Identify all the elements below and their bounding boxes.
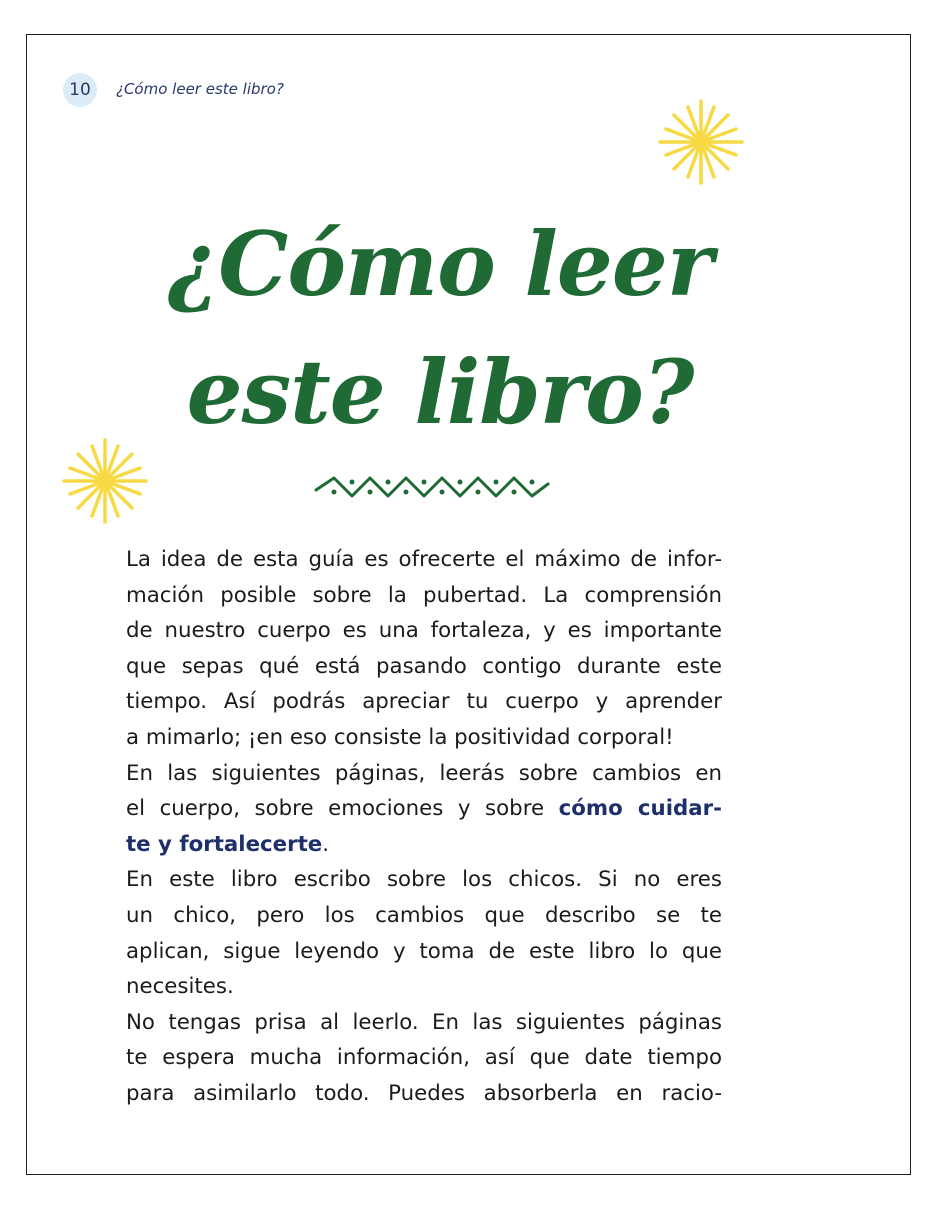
emphasis-text: cómo cuidar- [558, 796, 722, 822]
running-title: ¿Cómo leer este libro? [116, 80, 284, 98]
body-line: te espera mucha información, así que date tiempo [126, 1045, 722, 1071]
body-line: No tengas prisa al leerlo. En las siguientes páginas [126, 1009, 722, 1035]
page-title [160, 200, 720, 456]
star-icon [654, 95, 748, 189]
page-number-badge [63, 73, 97, 107]
page-number: 10 [69, 80, 91, 100]
title-line-2: este libro? [186, 340, 694, 444]
body-line [126, 827, 722, 863]
body-line: En este libro escribo sobre los chicos. Si no eres [126, 867, 722, 893]
body-line [126, 791, 722, 827]
body-line: de nuestro cuerpo es una fortaleza, y es importante [126, 618, 722, 644]
emphasis-text: te y fortalecerte [126, 831, 323, 857]
star-icon [58, 434, 152, 528]
body-line: que sepas qué está pasando contigo durante este [126, 653, 722, 679]
body-line: necesites. [126, 974, 234, 1000]
body-text-run: . [322, 831, 330, 857]
body-line: En las siguientes páginas, leerás sobre cambios en [126, 760, 722, 786]
body-line: para asimilarlo todo. Puedes absorberla en racio- [126, 1080, 722, 1106]
title-line-1: ¿Cómo leer [167, 212, 713, 316]
body-line: La idea de esta guía es ofrecerte el máximo de infor- [126, 547, 722, 572]
body-line: un chico, pero los cambios que describo se te [126, 902, 722, 928]
body-text [126, 542, 722, 1112]
body-line: aplican, sigue leyendo y toma de este libro lo que [126, 938, 722, 964]
body-line: mación posible sobre la pubertad. La comprensión [126, 582, 722, 608]
body-line: a mimarlo; ¡en eso consiste la positividad corporal! [126, 724, 674, 750]
zigzag-divider-icon [312, 470, 552, 504]
body-line: tiempo. Así podrás apreciar tu cuerpo y aprender [126, 689, 722, 715]
body-text-run: el cuerpo, sobre emociones y sobre [126, 796, 559, 822]
